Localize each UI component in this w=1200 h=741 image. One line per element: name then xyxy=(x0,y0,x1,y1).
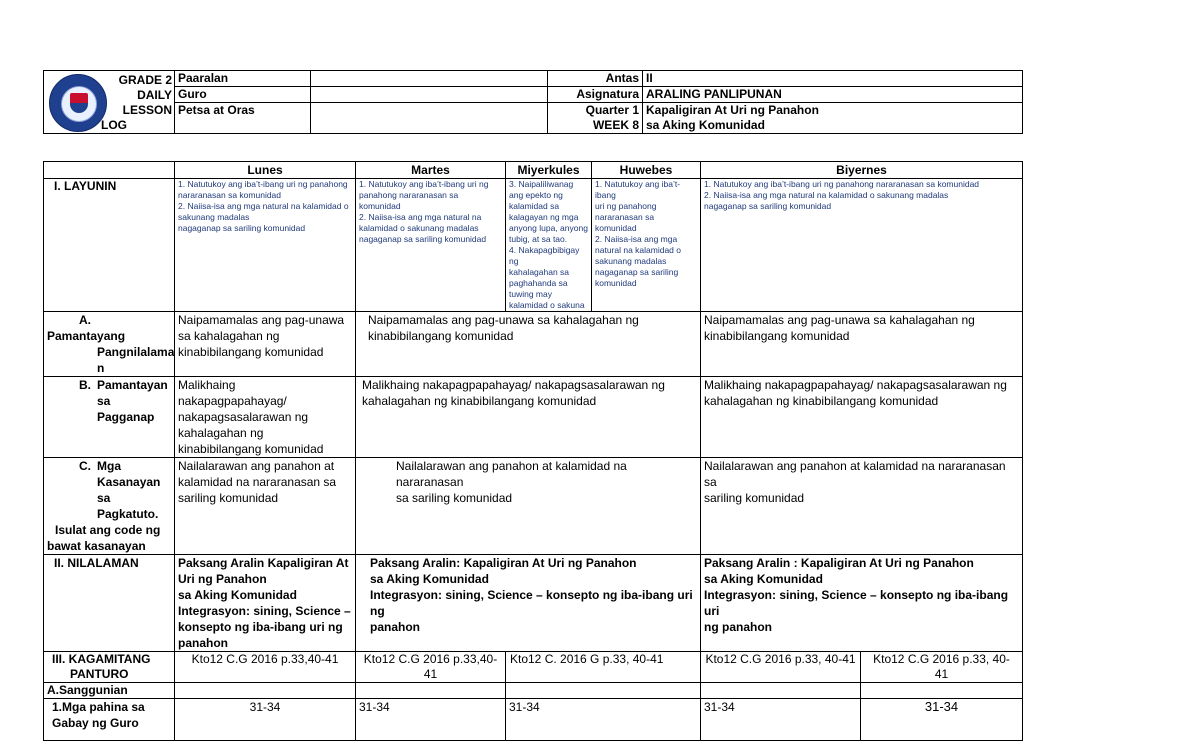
pamantayang-pangnilalaman-lunes: Naipamamalas ang pag-unawa sa kahalagahan ng kinabibilangang komunidad xyxy=(175,312,356,377)
log-label: LOG xyxy=(101,118,127,132)
paaralan-label: Paaralan xyxy=(175,71,311,87)
lesson-label: LESSON xyxy=(122,103,172,117)
day-header-martes: Martes xyxy=(356,162,506,179)
days-header-row xyxy=(44,162,1023,179)
corner-cell xyxy=(44,162,175,179)
sanggunian-label: A.Sanggunian xyxy=(44,683,175,699)
mga-kasanayan-label: C. Mga Kasanayan sa Pagkatuto. Isulat ang code ng bawat kasanayan xyxy=(44,458,175,555)
nilalaman-martes-huwebes: Paksang Aralin: Kapaligiran At Uri ng Panahon sa Aking Komunidad Integrasyon: sining, Science – konsepto ng iba-ibang uri ng panahon xyxy=(356,555,701,652)
pamantayan-sa-pagganap-row xyxy=(44,377,1023,458)
layunin-label: I. LAYUNIN xyxy=(44,179,175,312)
mga-kasanayan-martes-huwebes: Nailalarawan ang panahon at kalamidad na nararanasan sa sariling komunidad xyxy=(356,458,701,555)
paaralan-value[interactable] xyxy=(311,71,548,87)
layunin-row xyxy=(44,179,1023,312)
mga-kasanayan-row xyxy=(44,458,1023,555)
pamantayan-sa-pagganap-biyernes: Malikhaing nakapagpapahayag/ nakapagsasalarawan ng kahalagahan ng kinabibilangang komunidad xyxy=(701,377,1023,458)
topic-line-1: Kapaligiran At Uri ng Panahon xyxy=(646,103,819,117)
kagamitang-lunes: Kto12 C.G 2016 p.33,40-41 xyxy=(175,652,356,683)
antas-label: Antas xyxy=(548,71,643,87)
sanggunian-biyernes[interactable] xyxy=(861,683,1023,699)
kagamitang-martes: Kto12 C.G 2016 p.33,40- 41 xyxy=(356,652,506,683)
sanggunian-lunes[interactable] xyxy=(175,683,356,699)
grade-label: GRADE 2 xyxy=(118,73,172,87)
pamantayang-pangnilalaman-biyernes: Naipamamalas ang pag-unawa sa kahalagahan ng kinabibilangang komunidad xyxy=(701,312,1023,377)
pahina-label: 1.Mga pahina sa Gabay ng Guro xyxy=(44,699,175,741)
mga-kasanayan-lunes: Nailalarawan ang panahon at kalamidad na nararanasan sa sariling komunidad xyxy=(175,458,356,555)
petsa-label: Petsa at Oras xyxy=(175,103,311,134)
layunin-miyerkules: 3. Naipaliliwanag ang epekto ng kalamidad sa kalagayan ng mga anyong lupa, anyong tubig, at sa tao. 4. Nakapagbibigay ng kahalagahan sa paghahanda sa tuwing may kalamidad o sakuna xyxy=(506,179,592,312)
pamantayan-sa-pagganap-lunes: Malikhaing nakapagpapahayag/ nakapagsasalarawan ng kahalagahan ng kinabibilangang komunidad xyxy=(175,377,356,458)
kagamitang-panturo-row xyxy=(44,652,1023,683)
seal-emblem-icon xyxy=(70,93,88,113)
layunin-huwebes: 1. Natutukoy ang iba’t-ibang uri ng panahong nararanasan sa komunidad 2. Naiisa-isa ang mga natural na kalamidad o sakunang madalas nagaganap sa sariling komunidad xyxy=(592,179,701,312)
day-header-biyernes: Biyernes xyxy=(701,162,1023,179)
antas-value: II xyxy=(643,71,1023,87)
sanggunian-huwebes[interactable] xyxy=(701,683,861,699)
topic-cell xyxy=(643,103,1023,134)
day-header-lunes: Lunes xyxy=(175,162,356,179)
topic-line-2: sa Aking Komunidad xyxy=(646,118,765,132)
kagamitang-miyerkules: Kto12 C. 2016 G p.33, 40-41 xyxy=(506,652,701,683)
day-header-huwebes: Huwebes xyxy=(592,162,701,179)
pahina-miyerkules: 31-34 xyxy=(506,699,701,741)
kagamitang-panturo-label: III. KAGAMITANG PANTURO xyxy=(44,652,175,683)
lesson-plan-table xyxy=(43,161,1023,741)
quarter-week-cell xyxy=(548,103,643,134)
nilalaman-biyernes: Paksang Aralin : Kapaligiran At Uri ng Panahon sa Aking Komunidad Integrasyon: sining, Science – konsepto ng iba-ibang uri ng panahon xyxy=(701,555,1023,652)
deped-seal-logo xyxy=(49,74,107,132)
pamantayan-sa-pagganap-martes-huwebes: Malikhaing nakapagpapahayag/ nakapagsasalarawan ng kahalagahan ng kinabibilangang komunidad xyxy=(356,377,701,458)
asignatura-label: Asignatura xyxy=(548,87,643,103)
pahina-martes: 31-34 xyxy=(356,699,506,741)
guro-label: Guro xyxy=(175,87,311,103)
day-header-miyerkules: Miyerkules xyxy=(506,162,592,179)
sanggunian-miyerkules[interactable] xyxy=(506,683,701,699)
daily-label: DAILY xyxy=(137,88,172,102)
week-label: WEEK 8 xyxy=(592,118,639,132)
nilalaman-row xyxy=(44,555,1023,652)
kagamitang-huwebes: Kto12 C.G 2016 p.33, 40-41 xyxy=(701,652,861,683)
pamantayang-pangnilalaman-row xyxy=(44,312,1023,377)
pamantayang-pangnilalaman-label: A.Pamantayang Pangnilalama n xyxy=(44,312,175,377)
pahina-huwebes: 31-34 xyxy=(701,699,861,741)
sanggunian-martes[interactable] xyxy=(356,683,506,699)
sanggunian-row xyxy=(44,683,1023,699)
guro-value[interactable] xyxy=(311,87,548,103)
nilalaman-label: II. NILALAMAN xyxy=(44,555,175,652)
pahina-row xyxy=(44,699,1023,741)
kagamitang-biyernes: Kto12 C.G 2016 p.33, 40- 41 xyxy=(861,652,1023,683)
petsa-value[interactable] xyxy=(311,103,548,134)
header-table xyxy=(43,70,1023,134)
layunin-lunes: 1. Natutukoy ang iba’t-ibang uri ng panahong nararanasan sa komunidad 2. Naiisa-isa ang mga natural na kalamidad o sakunang madalas nagaganap sa sariling komunidad xyxy=(175,179,356,312)
nilalaman-lunes: Paksang Aralin Kapaligiran At Uri ng Panahon sa Aking Komunidad Integrasyon: sining, Science – konsepto ng iba-ibang uri ng panahon xyxy=(175,555,356,652)
pamantayan-sa-pagganap-label: B. Pamantayan sa Pagganap xyxy=(44,377,175,458)
layunin-martes: 1. Natutukoy ang iba’t-ibang uri ng panahong nararanasan sa komunidad 2. Naiisa-isa ang mga natural na kalamidad o sakunang madalas nagaganap sa sariling komunidad xyxy=(356,179,506,312)
pahina-biyernes: 31-34 xyxy=(861,699,1023,741)
pamantayang-pangnilalaman-martes-huwebes: Naipamamalas ang pag-unawa sa kahalagahan ng kinabibilangang komunidad xyxy=(356,312,701,377)
grade-log-cell xyxy=(44,71,175,134)
pahina-lunes: 31-34 xyxy=(175,699,356,741)
asignatura-value: ARALING PANLIPUNAN xyxy=(643,87,1023,103)
layunin-biyernes: 1. Natutukoy ang iba’t-ibang uri ng panahong nararanasan sa komunidad 2. Naiisa-isa ang mga natural na kalamidad o sakunang madalas nagaganap sa sariling komunidad xyxy=(701,179,1023,312)
quarter-label: Quarter 1 xyxy=(585,103,639,117)
mga-kasanayan-biyernes: Nailalarawan ang panahon at kalamidad na nararanasan sa sariling komunidad xyxy=(701,458,1023,555)
